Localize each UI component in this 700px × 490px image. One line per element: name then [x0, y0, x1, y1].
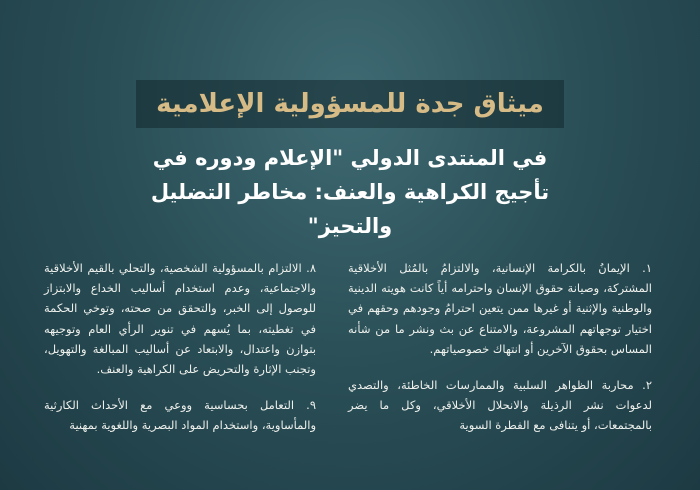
- page-title: ميثاق جدة للمسؤولية الإعلامية: [156, 89, 544, 119]
- charter-clause-8: ٨. الالتزام بالمسؤولية الشخصية، والتحلي بالقيم الأخلاقية والاجتماعية، وعدم استخدام أساليب الخداع والابتزاز للوصول إلى الخبر، والتحقق من صحته، وتوخي الحكمة في تغطيته، بما يُسهم في تنوير الرأي العام وتوجيهه بتوازن واعتدال، والابتعاد عن أساليب المبالغة والتهويل، وتجنب الإثارة والتحريض على الكراهية والعنف.: [44, 261, 316, 377]
- title-banner: [136, 80, 564, 128]
- page-subtitle: في المنتدى الدولي "الإعلام ودوره في تأجيج الكراهية والعنف: مخاطر التضليل والتحيز": [150, 146, 550, 238]
- charter-column-left: [44, 258, 316, 452]
- charter-clause-1: ١. الإيمانُ بالكرامة الإنسانية، والالتزامُ بالمُثل الأخلاقية المشتركة، وصيانة حقوق الإنسان واحترامه أياً كانت هويته الدينية والوطنية والإثنية أو غيرها ممن يتعين احترامُ وجودهم وحقهم في اختيار توجهاتهم المشروعة، والامتناع عن بث ونشر ما من شأنه المساس بحقوق الآخرين أو انتهاك خصوصياتهم.: [348, 261, 652, 356]
- charter-column-right: [348, 258, 652, 452]
- charter-clause-2: ٢. محاربة الظواهر السلبية والممارسات الخاطئة، والتصدي لدعوات نشر الرذيلة والانحلال الأخلاقي، وكل ما يضر بالمجتمعات، أو يتنافى مع الفطرة السوية: [348, 378, 652, 433]
- charter-clause-9: ٩. التعامل بحساسية ووعي مع الأحداث الكارثية والمأساوية، واستخدام المواد البصرية واللغوية بمهنية: [44, 398, 316, 433]
